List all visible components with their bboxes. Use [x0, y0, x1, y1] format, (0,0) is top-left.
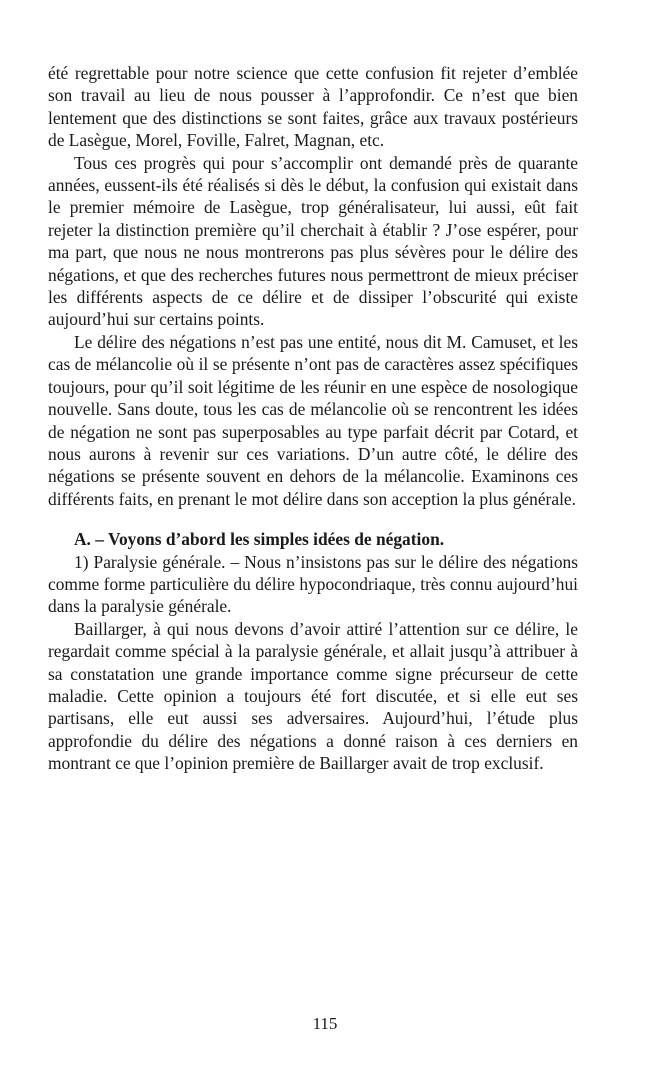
paragraph-camuset: Le délire des négations n’est pas une entité, nous dit M. Camuset, et les cas de mélancolie où il se présente n’ont pas de caractères assez spécifiques toujours, pour qu’il soit légitime de les réunir en une espèce de nosologique nouvelle. Sans doute, tous les cas de mélancolie où se rencontrent les idées de négation ne sont pas superposables au type parfait décrit par Cotard, et nous aurons à revenir sur ces variations. D’un autre côté, le délire des négations se présente souvent en dehors de la mélancolie. Examinons ces différents faits, en prenant le mot délire dans son acception la plus générale.	[48, 331, 578, 509]
paragraph-progress: Tous ces progrès qui pour s’accomplir ont demandé près de quarante années, eussent-ils été réalisés si dès le début, la confusion qui existait dans le premier mémoire de Lasègue, trop généralisateur, lui aussi, eût fait rejeter la distinction première qu’il cherchait à établir ? J’ose espérer, pour ma part, que nous ne nous montrerons pas plus sévères pour le délire des négations, et que des recherches futures nous permettront de mieux préciser les différents aspects de ce délire et de dissiper l’obscurité qui existe aujourd’hui sur certains points.	[48, 152, 578, 330]
page-number: 115	[312, 1014, 338, 1033]
paragraph-baillarger: Baillarger, à qui nous devons d’avoir attiré l’attention sur ce délire, le regardait comme spécial à la paralysie générale, et allait jusqu’à attribuer à sa constatation une grande importance comme signe précurseur de cette maladie. Cette opinion a toujours été fort discutée, et si elle eut ses partisans, elle eut aussi ses adversaires. Aujourd’hui, l’étude plus approfondie du délire des négations a donné raison à ces derniers en montrant ce que l’opinion première de Baillarger avait de trop exclusif.	[48, 618, 578, 774]
paragraph-paralysie: 1) Paralysie générale. – Nous n’insistons pas sur le délire des négations comme forme particulière du délire hypocondriaque, très connu aujourd’hui dans la paralysie générale.	[48, 551, 578, 617]
page-body	[48, 62, 578, 775]
section-heading: A. – Voyons d’abord les simples idées de négation.	[74, 529, 445, 550]
paragraph-continuation: été regrettable pour notre science que cette confusion fit rejeter d’emblée son travail au lieu de nous pousser à l’approfondir. Ce n’est que bien lentement que des distinctions se sont faites, grâce aux travaux postérieurs de Lasègue, Morel, Foville, Falret, Magnan, etc.	[48, 63, 578, 151]
